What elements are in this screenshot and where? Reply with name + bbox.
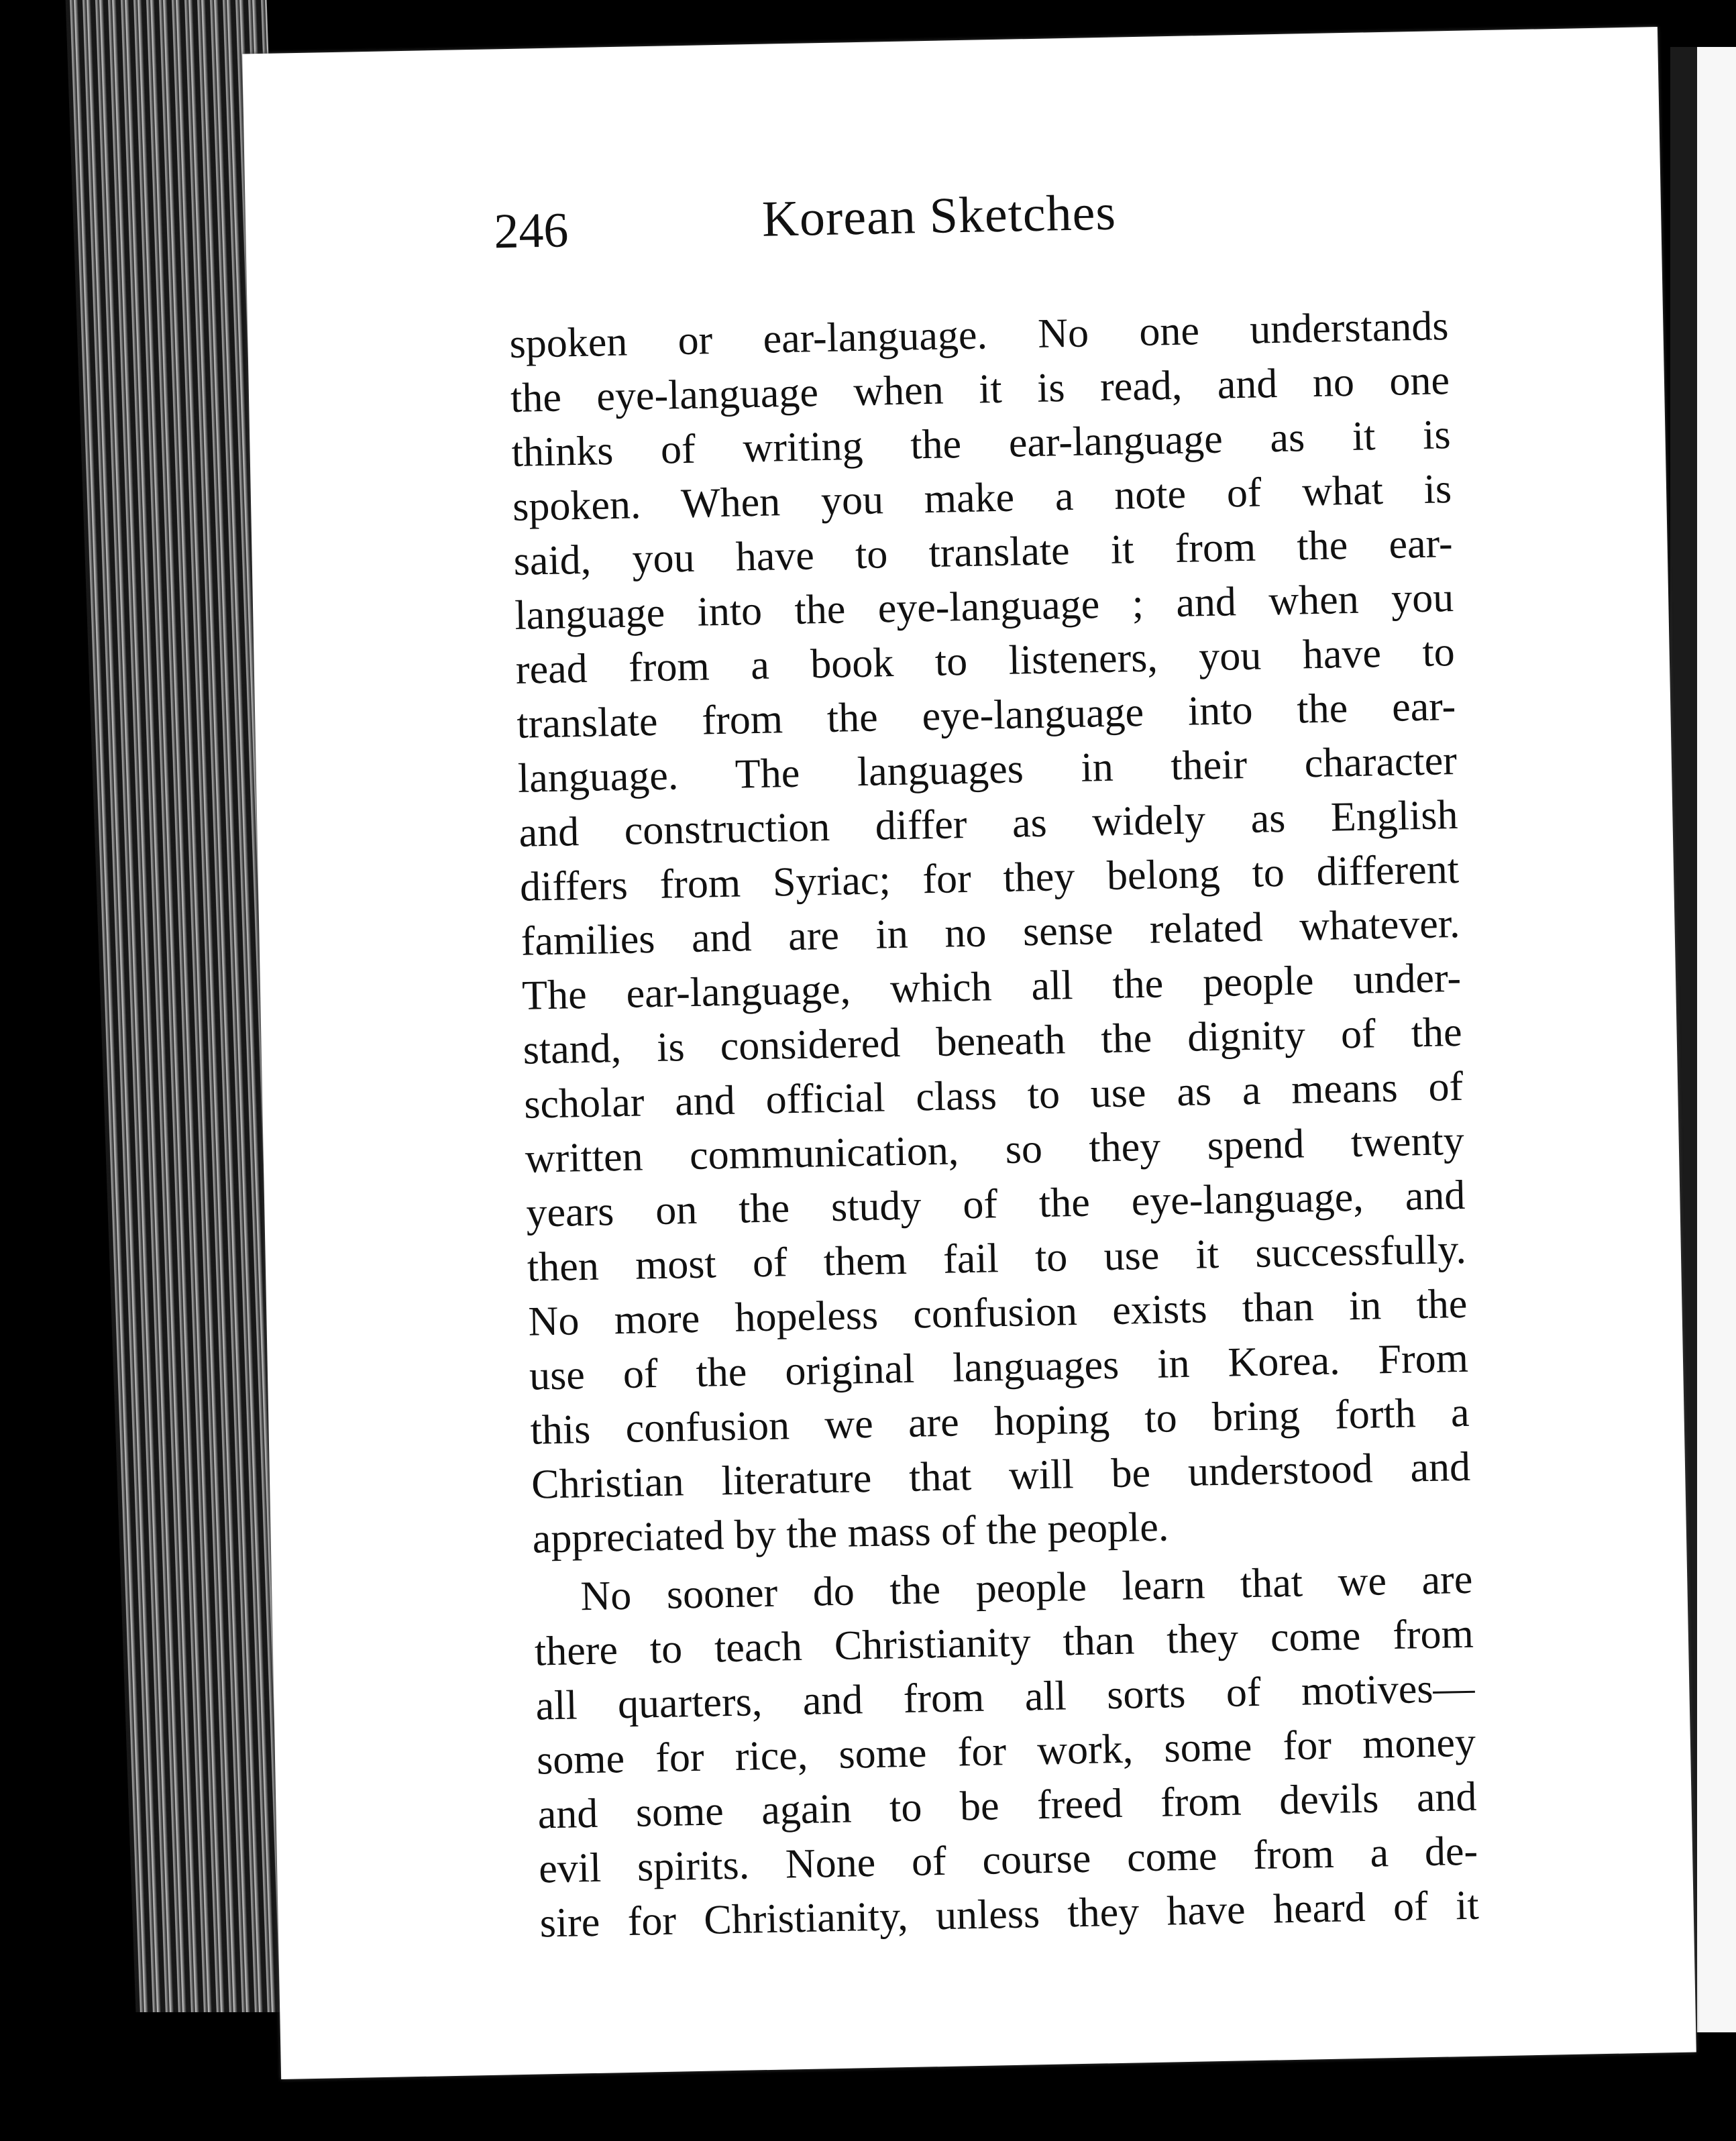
text-line: thinks of writing the ear-language as it is	[511, 412, 1452, 476]
text-line: The ear-language, which all the people under-	[521, 954, 1462, 1019]
text-line: differs from Syriac; for they belong to different	[519, 846, 1460, 910]
text-line: said, you have to translate it from the ear-	[513, 520, 1454, 584]
text-line: then most of them fail to use it successfully.	[527, 1226, 1467, 1291]
text-line: there to teach Christianity than they come from	[534, 1610, 1474, 1675]
text-line: sire for Christianity, unless they have heard of it	[539, 1882, 1480, 1946]
text-line: language into the eye-language ; and when you	[514, 575, 1454, 639]
text-line: and some again to be freed from devils and	[537, 1773, 1478, 1838]
text-line: stand, is considered beneath the dignity of the	[523, 1009, 1463, 1073]
book-page	[242, 27, 1696, 2079]
text-line: and construction differ as widely as English	[518, 791, 1458, 856]
text-line: all quarters, and from all sorts of motives—	[535, 1665, 1475, 1729]
text-line: No more hopeless confusion exists than in the	[527, 1280, 1468, 1345]
text-line: some for rice, some for work, some for money	[536, 1719, 1476, 1783]
text-line: written communication, so they spend twenty	[525, 1117, 1465, 1182]
text-line: use of the original languages in Korea. From	[529, 1335, 1469, 1399]
text-line: years on the study of the eye-language, and	[525, 1172, 1466, 1236]
text-line: spoken or ear-language. No one understands	[508, 303, 1449, 367]
text-line: families and are in no sense related whatever.	[521, 900, 1461, 965]
text-line: read from a book to listeners, you have to	[515, 629, 1456, 693]
text-line: scholar and official class to use as a means of	[523, 1063, 1464, 1128]
facing-page-edge	[1697, 47, 1736, 2032]
text-line: the eye-language when it is read, and no one	[510, 358, 1450, 421]
paragraph-1	[509, 299, 1472, 1567]
text-line: this confusion we are hoping to bring forth a	[530, 1389, 1470, 1453]
running-title: Korean Sketches	[761, 184, 1117, 248]
running-header	[494, 186, 1394, 278]
paragraph-2	[533, 1553, 1480, 1951]
text-line: appreciated by the mass of the people.	[532, 1504, 1169, 1562]
page-number: 246	[493, 203, 569, 260]
text-line: evil spirits. None of course come from a de-	[538, 1828, 1478, 1892]
text-line: translate from the eye-language into the ear-	[516, 683, 1456, 747]
text-line: language. The languages in their character	[517, 737, 1458, 802]
text-line: spoken. When you make a note of what is	[512, 466, 1452, 530]
text-line: No sooner do the people learn that we are	[580, 1556, 1473, 1620]
body-text	[509, 299, 1480, 1951]
text-line: Christian literature that will be understood and	[531, 1443, 1471, 1508]
